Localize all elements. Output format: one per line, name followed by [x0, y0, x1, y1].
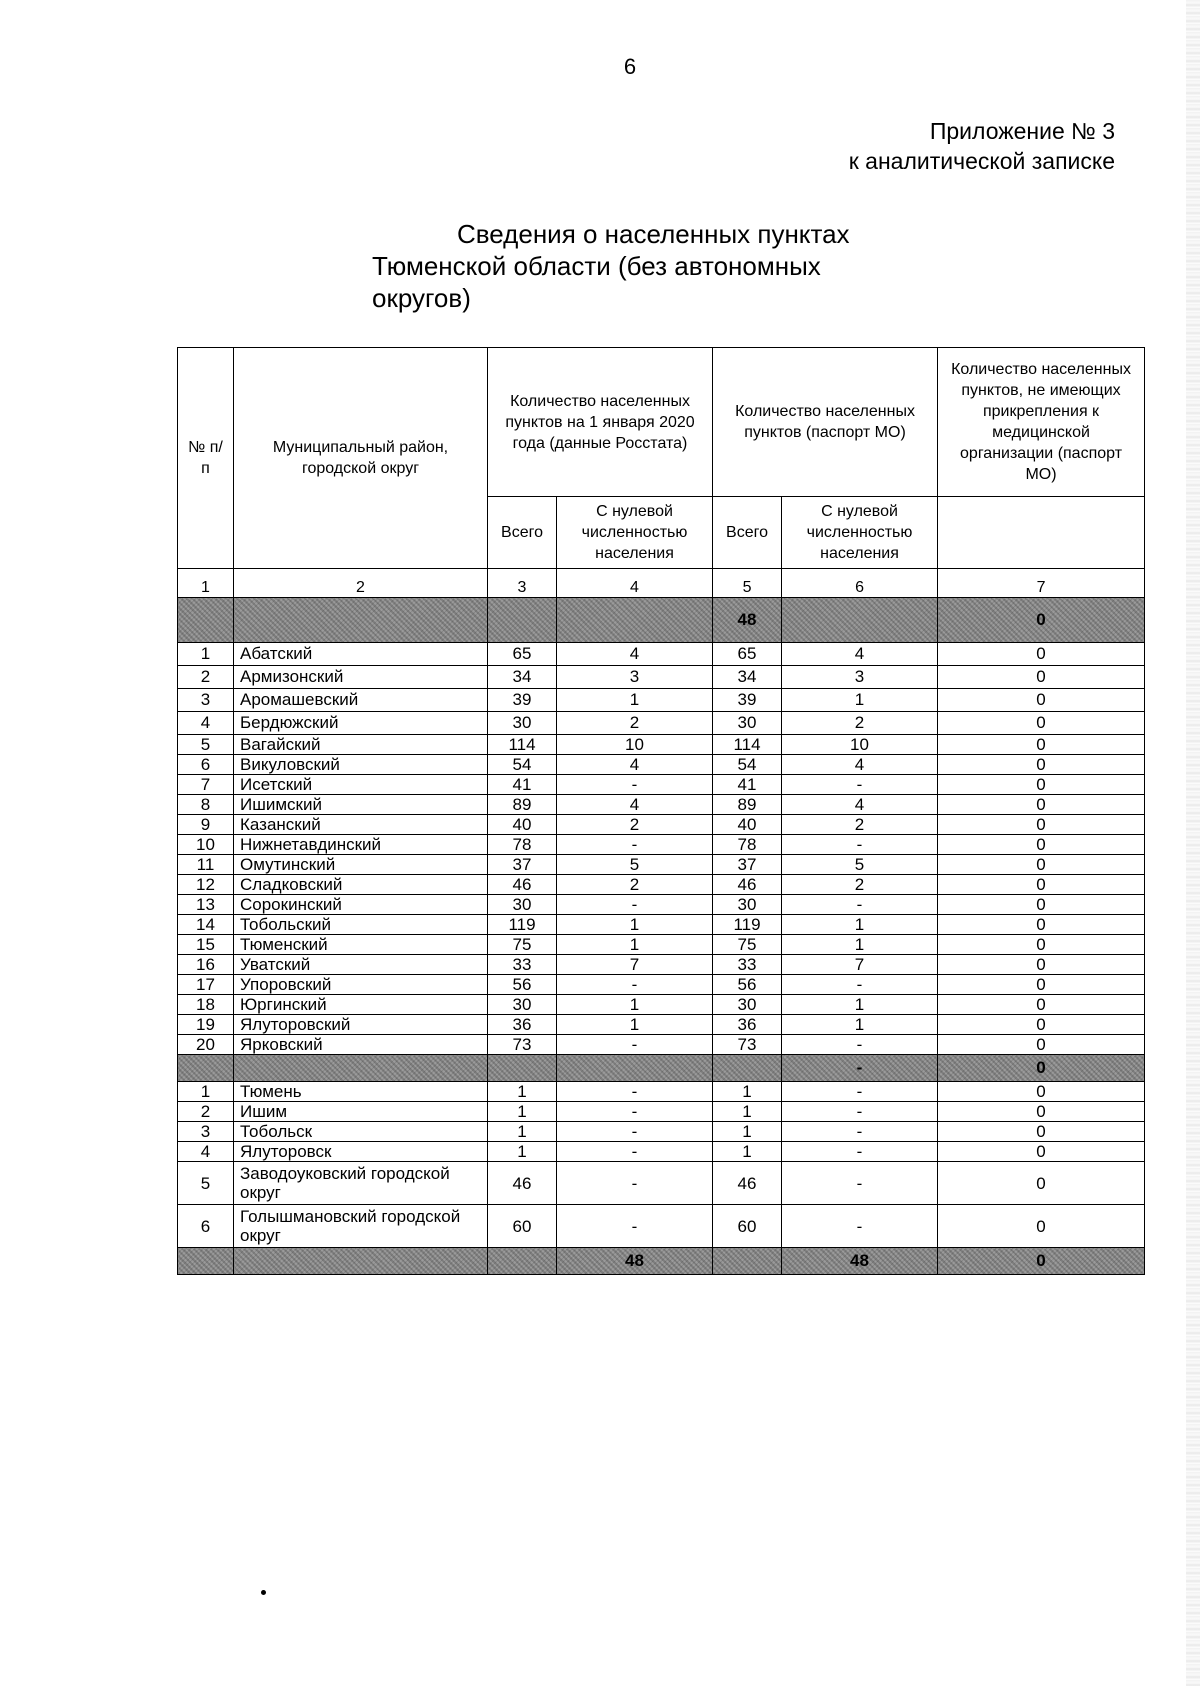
cell-c7: 0	[938, 935, 1145, 955]
table-row	[178, 1162, 1145, 1205]
colnum-7: 7	[938, 569, 1145, 598]
cell-c4: -	[557, 1082, 713, 1102]
cell-n: 4	[178, 712, 234, 735]
cell-c7: 0	[938, 1122, 1145, 1142]
cell-c3: 1	[488, 1142, 557, 1162]
cell-c7: 0	[938, 775, 1145, 795]
table-row	[178, 1102, 1145, 1122]
cell-c7: 0	[938, 795, 1145, 815]
cell-c6: 2	[782, 875, 938, 895]
cell-name: Упоровский	[234, 975, 488, 995]
cell-name: Тобольск	[234, 1122, 488, 1142]
cell-name: Уватский	[234, 955, 488, 975]
cell-c6: 4	[782, 643, 938, 666]
scan-edge	[1186, 0, 1200, 1686]
cell-c5: 30	[713, 895, 782, 915]
cell-name: Бердюжский	[234, 712, 488, 735]
cell-c3: 73	[488, 1035, 557, 1055]
cell-name: Вагайский	[234, 735, 488, 755]
cell-c4: 7	[557, 955, 713, 975]
cell-c3: 114	[488, 735, 557, 755]
cell-name: Казанский	[234, 815, 488, 835]
cell-c6: 1	[782, 1015, 938, 1035]
cities-summary-row	[178, 1055, 1145, 1082]
table-row	[178, 1205, 1145, 1248]
table-row	[178, 975, 1145, 995]
table-row	[178, 795, 1145, 815]
table-row	[178, 1015, 1145, 1035]
cell-c4: -	[557, 895, 713, 915]
cell-c6: -	[782, 1142, 938, 1162]
cell-c7: 0	[938, 735, 1145, 755]
cell-c3: 1	[488, 1082, 557, 1102]
cell-c7: 0	[938, 1142, 1145, 1162]
cell-c7: 0	[938, 995, 1145, 1015]
cell-n: 1	[178, 1082, 234, 1102]
header-no-attachment: Количество населенных пунктов, не имеющих прикрепления к медицинской организации (паспорт МО)	[938, 348, 1145, 497]
cell-c5: 46	[713, 875, 782, 895]
cell-c3: 40	[488, 815, 557, 835]
cell-c6: -	[782, 835, 938, 855]
table-row	[178, 1035, 1145, 1055]
colnum-1: 1	[178, 569, 234, 598]
cell-c3: 36	[488, 1015, 557, 1035]
cell-c4: -	[557, 1035, 713, 1055]
cell-c4: 2	[557, 712, 713, 735]
table-row	[178, 755, 1145, 775]
cell-n: 5	[178, 1162, 234, 1205]
cell-c6: 4	[782, 755, 938, 775]
cell-c7: 0	[938, 666, 1145, 689]
cell-name: Аромашевский	[234, 689, 488, 712]
title-line-2: Тюменской области (без автономных	[372, 251, 821, 281]
cell-c3: 41	[488, 775, 557, 795]
table-row	[178, 995, 1145, 1015]
settlements-table	[177, 347, 1145, 1275]
cell-c3: 1	[488, 1102, 557, 1122]
cell-c3: 54	[488, 755, 557, 775]
cell-c7: 0	[938, 689, 1145, 712]
cell-name: Ишим	[234, 1102, 488, 1122]
cell-name: Исетский	[234, 775, 488, 795]
cell-name: Абатский	[234, 643, 488, 666]
cell-c7: 0	[938, 975, 1145, 995]
cell-name: Ишимский	[234, 795, 488, 815]
header-empty	[938, 497, 1145, 569]
cell-name: Заводоуковский городской округ	[234, 1162, 488, 1205]
cell-n: 6	[178, 755, 234, 775]
cell-n: 4	[178, 1142, 234, 1162]
cell-n: 9	[178, 815, 234, 835]
cell-c7: 0	[938, 895, 1145, 915]
cell-name: Тобольский	[234, 915, 488, 935]
cell-c4: 2	[557, 875, 713, 895]
cell-c7: 0	[938, 712, 1145, 735]
header-total-passport: Всего	[713, 497, 782, 569]
colnum-3: 3	[488, 569, 557, 598]
column-numbers-row	[178, 569, 1145, 598]
header-num: № п/п	[178, 348, 234, 569]
cell-c6: -	[782, 895, 938, 915]
table-row	[178, 835, 1145, 855]
cell-c4: 4	[557, 755, 713, 775]
table-row	[178, 895, 1145, 915]
cell-c3: 56	[488, 975, 557, 995]
cell-c5: 89	[713, 795, 782, 815]
header-total-rosstat: Всего	[488, 497, 557, 569]
cell-n: 15	[178, 935, 234, 955]
cell-c7: 0	[938, 1035, 1145, 1055]
cell-c7: 0	[938, 815, 1145, 835]
cell-n: 13	[178, 895, 234, 915]
cell-c5: 119	[713, 915, 782, 935]
cell-c6: 1	[782, 915, 938, 935]
table-row	[178, 855, 1145, 875]
table-row	[178, 915, 1145, 935]
header-row-1	[178, 348, 1145, 497]
cell-c5: 41	[713, 775, 782, 795]
table-row	[178, 1142, 1145, 1162]
cell-c7: 0	[938, 835, 1145, 855]
cell-c5: 36	[713, 1015, 782, 1035]
cell-c4: 10	[557, 735, 713, 755]
cell-c3: 33	[488, 955, 557, 975]
cell-c3: 1	[488, 1122, 557, 1142]
cell-c5: 46	[713, 1162, 782, 1205]
cell-c7: 0	[938, 1102, 1145, 1122]
cell-c3: 30	[488, 995, 557, 1015]
cell-n: 8	[178, 795, 234, 815]
cell-name: Тюмень	[234, 1082, 488, 1102]
cell-n: 6	[178, 1205, 234, 1248]
cell-c4: 4	[557, 795, 713, 815]
cell-n: 19	[178, 1015, 234, 1035]
cell-c6: 7	[782, 955, 938, 975]
cell-c4: 2	[557, 815, 713, 835]
table-row	[178, 1122, 1145, 1142]
table-row	[178, 712, 1145, 735]
cell-c3: 89	[488, 795, 557, 815]
cell-name: Ялуторовск	[234, 1142, 488, 1162]
cell-n: 20	[178, 1035, 234, 1055]
districts-summary-c7: 0	[938, 598, 1145, 643]
cell-name: Армизонский	[234, 666, 488, 689]
cell-c4: 1	[557, 935, 713, 955]
cell-c7: 0	[938, 955, 1145, 975]
table-row	[178, 643, 1145, 666]
header-zero-passport: С нулевой численностью населения	[782, 497, 938, 569]
cell-c3: 46	[488, 1162, 557, 1205]
cell-c5: 114	[713, 735, 782, 755]
cell-c3: 34	[488, 666, 557, 689]
cell-c6: -	[782, 1162, 938, 1205]
cell-c5: 34	[713, 666, 782, 689]
cell-c6: -	[782, 1102, 938, 1122]
cell-c4: 1	[557, 689, 713, 712]
table-row	[178, 1082, 1145, 1102]
cell-c7: 0	[938, 875, 1145, 895]
appendix-line-2: к аналитической записке	[848, 148, 1115, 174]
cell-c7: 0	[938, 1082, 1145, 1102]
cell-c7: 0	[938, 915, 1145, 935]
cell-n: 3	[178, 689, 234, 712]
grand-total-row-c4: 48	[557, 1248, 713, 1275]
cell-name: Ярковский	[234, 1035, 488, 1055]
cell-c3: 37	[488, 855, 557, 875]
cell-n: 3	[178, 1122, 234, 1142]
cell-c4: -	[557, 775, 713, 795]
cell-c7: 0	[938, 755, 1145, 775]
cell-c3: 30	[488, 895, 557, 915]
cell-c5: 37	[713, 855, 782, 875]
cell-c4: -	[557, 1162, 713, 1205]
cell-c7: 0	[938, 1015, 1145, 1035]
cell-c4: 1	[557, 995, 713, 1015]
cell-c3: 39	[488, 689, 557, 712]
cell-c5: 54	[713, 755, 782, 775]
cell-n: 2	[178, 1102, 234, 1122]
table-row	[178, 815, 1145, 835]
cell-c6: 5	[782, 855, 938, 875]
cell-name: Тюменский	[234, 935, 488, 955]
cell-c6: 4	[782, 795, 938, 815]
cell-c4: 3	[557, 666, 713, 689]
cell-c7: 0	[938, 855, 1145, 875]
table-row	[178, 775, 1145, 795]
title-line-1: Сведения о населенных пунктах	[457, 219, 850, 249]
cell-c6: 2	[782, 712, 938, 735]
cell-c3: 78	[488, 835, 557, 855]
cell-c5: 65	[713, 643, 782, 666]
cell-c7: 0	[938, 643, 1145, 666]
cell-n: 16	[178, 955, 234, 975]
cell-c3: 46	[488, 875, 557, 895]
table-row	[178, 666, 1145, 689]
page-number: 6	[623, 54, 637, 79]
cities-summary-row-c7: 0	[938, 1055, 1145, 1082]
cell-name: Нижнетавдинский	[234, 835, 488, 855]
cell-n: 14	[178, 915, 234, 935]
stray-mark	[261, 1590, 266, 1595]
grand-total-row	[178, 1248, 1145, 1275]
cell-n: 17	[178, 975, 234, 995]
cell-name: Ялуторовский	[234, 1015, 488, 1035]
cell-c6: 1	[782, 995, 938, 1015]
cell-c5: 1	[713, 1102, 782, 1122]
cell-c4: -	[557, 1122, 713, 1142]
cell-c6: 3	[782, 666, 938, 689]
cell-c5: 60	[713, 1205, 782, 1248]
cell-c6: -	[782, 1082, 938, 1102]
cell-n: 1	[178, 643, 234, 666]
header-name: Муниципальный район, городской округ	[234, 348, 488, 569]
cell-c4: 1	[557, 1015, 713, 1035]
cell-c4: -	[557, 835, 713, 855]
document-title	[372, 218, 872, 314]
cell-c5: 1	[713, 1122, 782, 1142]
cell-c5: 33	[713, 955, 782, 975]
cell-c5: 39	[713, 689, 782, 712]
table-row	[178, 735, 1145, 755]
title-line-3: округов)	[372, 283, 471, 313]
cell-c3: 119	[488, 915, 557, 935]
table-row	[178, 689, 1145, 712]
cell-c6: -	[782, 975, 938, 995]
table-row	[178, 875, 1145, 895]
cell-n: 2	[178, 666, 234, 689]
cell-c6: 1	[782, 689, 938, 712]
cell-name: Омутинский	[234, 855, 488, 875]
grand-total-row-c6: 48	[782, 1248, 938, 1275]
cell-c5: 1	[713, 1082, 782, 1102]
colnum-4: 4	[557, 569, 713, 598]
colnum-2: 2	[234, 569, 488, 598]
cell-c5: 73	[713, 1035, 782, 1055]
colnum-5: 5	[713, 569, 782, 598]
header-passport: Количество населенных пунктов (паспорт МО)	[713, 348, 938, 497]
cell-c4: -	[557, 1142, 713, 1162]
cell-n: 12	[178, 875, 234, 895]
cell-n: 7	[178, 775, 234, 795]
cell-c6: 2	[782, 815, 938, 835]
cell-n: 5	[178, 735, 234, 755]
cell-c3: 30	[488, 712, 557, 735]
cell-n: 10	[178, 835, 234, 855]
cell-c5: 1	[713, 1142, 782, 1162]
cell-c6: 10	[782, 735, 938, 755]
cities-summary-row-c6: -	[782, 1055, 938, 1082]
header-zero-rosstat: С нулевой численностью населения	[557, 497, 713, 569]
cell-c4: 4	[557, 643, 713, 666]
cell-name: Голышмановский городской округ	[234, 1205, 488, 1248]
cell-c5: 56	[713, 975, 782, 995]
cell-c7: 0	[938, 1205, 1145, 1248]
cell-name: Сорокинский	[234, 895, 488, 915]
cell-c3: 75	[488, 935, 557, 955]
cell-n: 18	[178, 995, 234, 1015]
cell-c6: -	[782, 1122, 938, 1142]
cell-c7: 0	[938, 1162, 1145, 1205]
cell-c6: -	[782, 1205, 938, 1248]
appendix-note	[849, 116, 1115, 176]
districts-summary-row	[178, 598, 1145, 643]
cell-c4: -	[557, 975, 713, 995]
cell-c4: -	[557, 1205, 713, 1248]
cell-c5: 78	[713, 835, 782, 855]
districts-summary-c5: 48	[713, 598, 782, 643]
appendix-line-1: Приложение № 3	[929, 118, 1115, 144]
cell-c4: 5	[557, 855, 713, 875]
cell-c6: 1	[782, 935, 938, 955]
cell-c4: -	[557, 1102, 713, 1122]
cell-name: Сладковский	[234, 875, 488, 895]
grand-total-row-c7: 0	[938, 1248, 1145, 1275]
cell-c5: 30	[713, 995, 782, 1015]
colnum-6: 6	[782, 569, 938, 598]
cell-c4: 1	[557, 915, 713, 935]
cell-c3: 60	[488, 1205, 557, 1248]
cell-name: Викуловский	[234, 755, 488, 775]
cell-c5: 30	[713, 712, 782, 735]
cell-c5: 40	[713, 815, 782, 835]
cell-name: Юргинский	[234, 995, 488, 1015]
table-row	[178, 955, 1145, 975]
header-rosstat: Количество населенных пунктов на 1 января 2020 года (данные Росстата)	[488, 348, 713, 497]
table-row	[178, 935, 1145, 955]
cell-c5: 75	[713, 935, 782, 955]
cell-n: 11	[178, 855, 234, 875]
cell-c6: -	[782, 775, 938, 795]
cell-c6: -	[782, 1035, 938, 1055]
cell-c3: 65	[488, 643, 557, 666]
